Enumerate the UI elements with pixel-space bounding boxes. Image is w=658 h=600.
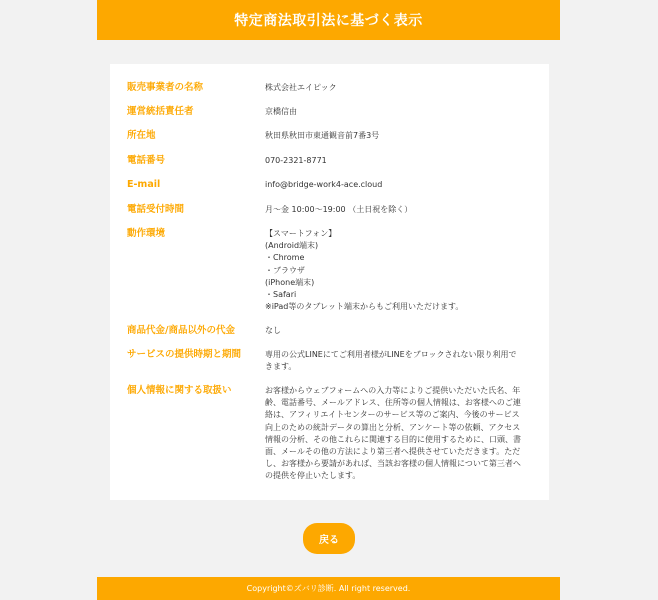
copyright-text: Copyright©ズバリ診断. All right reserved. [246,584,411,593]
value-line: 面、メールその他の方法により第三者へ提供させていただきます。ただ [265,447,521,457]
value-line: 絡は、アフィリエイトセンターのサービス等のご案内、今後のサービス [265,410,520,420]
row-value [265,228,540,313]
row-label: サービスの提供時期と期間 [127,349,242,360]
row-value [265,82,540,94]
row-label: 販売事業者の名称 [127,82,204,93]
page-title: 特定商法取引法に基づく表示 [234,13,423,29]
value-line: ・ブラウザ [265,265,305,275]
row-value [265,155,540,167]
value-line: の提供を停止いたします。 [265,471,361,481]
row-label: 商品代金/商品以外の代金 [127,325,235,336]
row-value [265,106,540,118]
back-button[interactable]: 戻る [303,523,355,554]
value-line: 京橋信由 [265,107,297,116]
row-label: 電話番号 [127,155,166,166]
value-line: 情報の分析、その他これらに関連する目的に使用するために、口頭、書 [265,434,521,444]
row-label: E-mail [127,179,161,190]
value-line: し、お客様から要請があれば、当該お客様の個人情報について第三者へ [265,459,521,469]
value-line: 向上のための統計データの算出と分析、アンケート等の依頼、アクセス [265,422,521,432]
row-label: 運営統括責任者 [127,106,194,117]
value-line: きます。 [265,362,297,372]
value-line: (Android端末) [265,241,319,251]
row-label: 動作環境 [127,228,166,239]
row-label: 所在地 [127,130,156,141]
value-line: (iPhone端末) [265,277,315,287]
value-line: ※iPad等のタブレット端末からもご利用いただけます。 [265,302,464,312]
row-label: 個人情報に関する取扱い [127,385,232,396]
value-line: 専用の公式LINEにてご利用者様がLINEをブロックされない限り利用で [265,350,517,359]
value-line: 070-2321-8771 [265,156,327,165]
email-link[interactable]: info@bridge-work4-ace.cloud [265,180,383,189]
value-line: 株式会社エイピック [265,83,337,92]
row-value [265,385,540,483]
value-line: 齢、電話番号、メールアドレス、住所等の個人情報は、お客様へのご連 [265,398,521,408]
value-line: ・Safari [265,290,297,300]
page-footer [97,577,560,600]
value-line: ・Chrome [265,253,305,263]
value-line: 秋田県秋田市東通観音前7番3号 [265,131,380,140]
row-value [265,204,540,216]
row-value [265,325,540,337]
value-line: 月〜金 10:00〜19:00 （土日祝を除く） [265,205,413,214]
row-value [265,349,540,373]
row-value [265,179,540,191]
row-label: 電話受付時間 [127,204,185,215]
info-table [110,64,549,500]
value-line: お客様からウェブフォームへの入力等によりご提供いただいた氏名、年 [265,386,521,395]
page-header [97,0,560,40]
row-value [265,130,540,142]
value-line: 【スマートフォン】 [265,229,337,238]
value-line: なし [265,326,281,335]
